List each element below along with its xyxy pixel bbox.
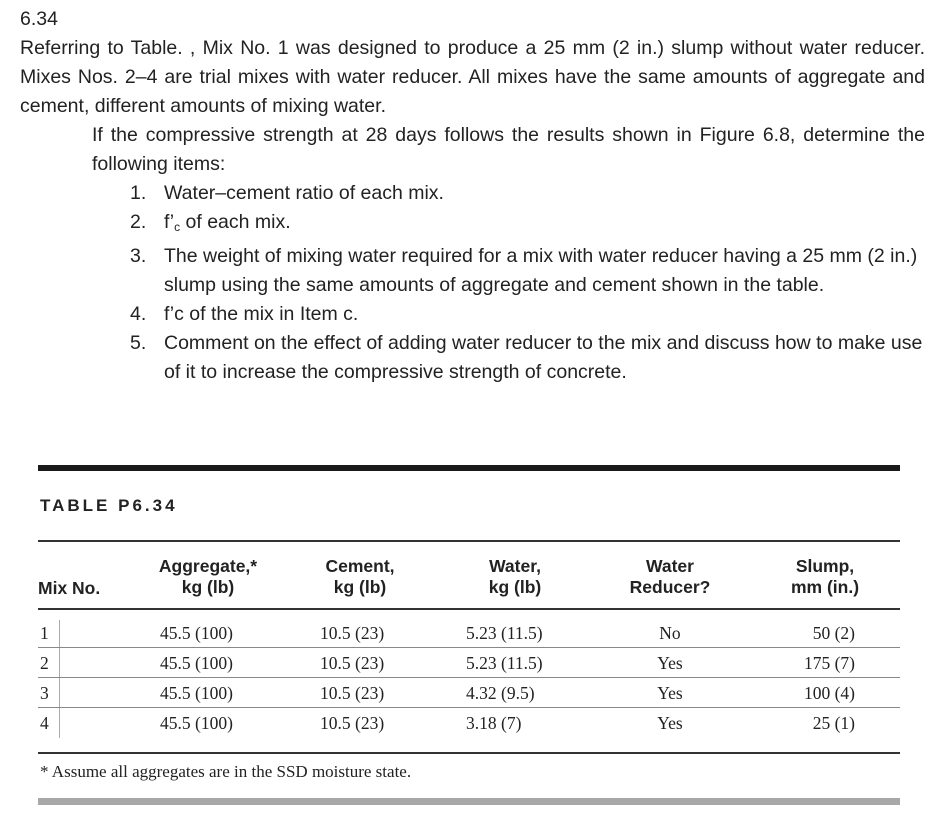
- header-slump: Slump, mm (in.): [790, 556, 860, 597]
- table-header-bottom-rule: [38, 608, 900, 610]
- table-bottom-bar: [38, 798, 900, 805]
- problem-statement: [20, 0, 925, 387]
- header-aggregate: Aggregate,* kg (lb): [158, 556, 258, 597]
- problem-intro: Referring to Table. , Mix No. 1 was designed to produce a 25 mm (2 in.) slump without water reducer. Mixes Nos. 2–4 are trial mixes with water reducer. All mixes have the same amounts of aggregate and cement, different amounts of mixing water.: [20, 37, 925, 117]
- list-item: 2. $f’_c$ of each mix.: [130, 211, 291, 234]
- header-water: Water, kg (lb): [488, 556, 542, 597]
- header-cement: Cement, kg (lb): [325, 556, 395, 597]
- row-divider: [38, 677, 900, 678]
- list-item: 4. f’c of the mix in Item c.: [130, 303, 359, 325]
- table-top-bar: [38, 465, 900, 471]
- mix-column-divider: [59, 620, 60, 738]
- row-divider: [38, 707, 900, 708]
- item-list: [130, 179, 925, 387]
- problem-number: 6.34: [20, 8, 58, 30]
- table-bottom-rule: [38, 752, 900, 754]
- table-footnote: * Assume all aggregates are in the SSD moisture state.: [40, 762, 412, 781]
- header-mix-no: Mix No.: [38, 578, 101, 598]
- list-item: 5. Comment on the effect of adding water reducer to the mix and discuss how to make use of it to increase the compressive strength of concrete.: [130, 332, 923, 383]
- table-title: TABLE P6.34: [40, 496, 178, 515]
- problem-instruction: If the compressive strength at 28 days follows the results shown in Figure 6.8, determine the following items:: [92, 124, 925, 175]
- row-divider: [38, 647, 900, 648]
- list-item: 1. Water–cement ratio of each mix.: [130, 182, 444, 204]
- table-header-top-rule: [38, 540, 900, 542]
- header-water-reducer: Water Reducer?: [629, 556, 711, 597]
- list-item: 3. The weight of mixing water required for a mix with water reducer having a 25 mm (2 in.) slump using the same amounts of aggregate and cement shown in the table.: [130, 245, 918, 296]
